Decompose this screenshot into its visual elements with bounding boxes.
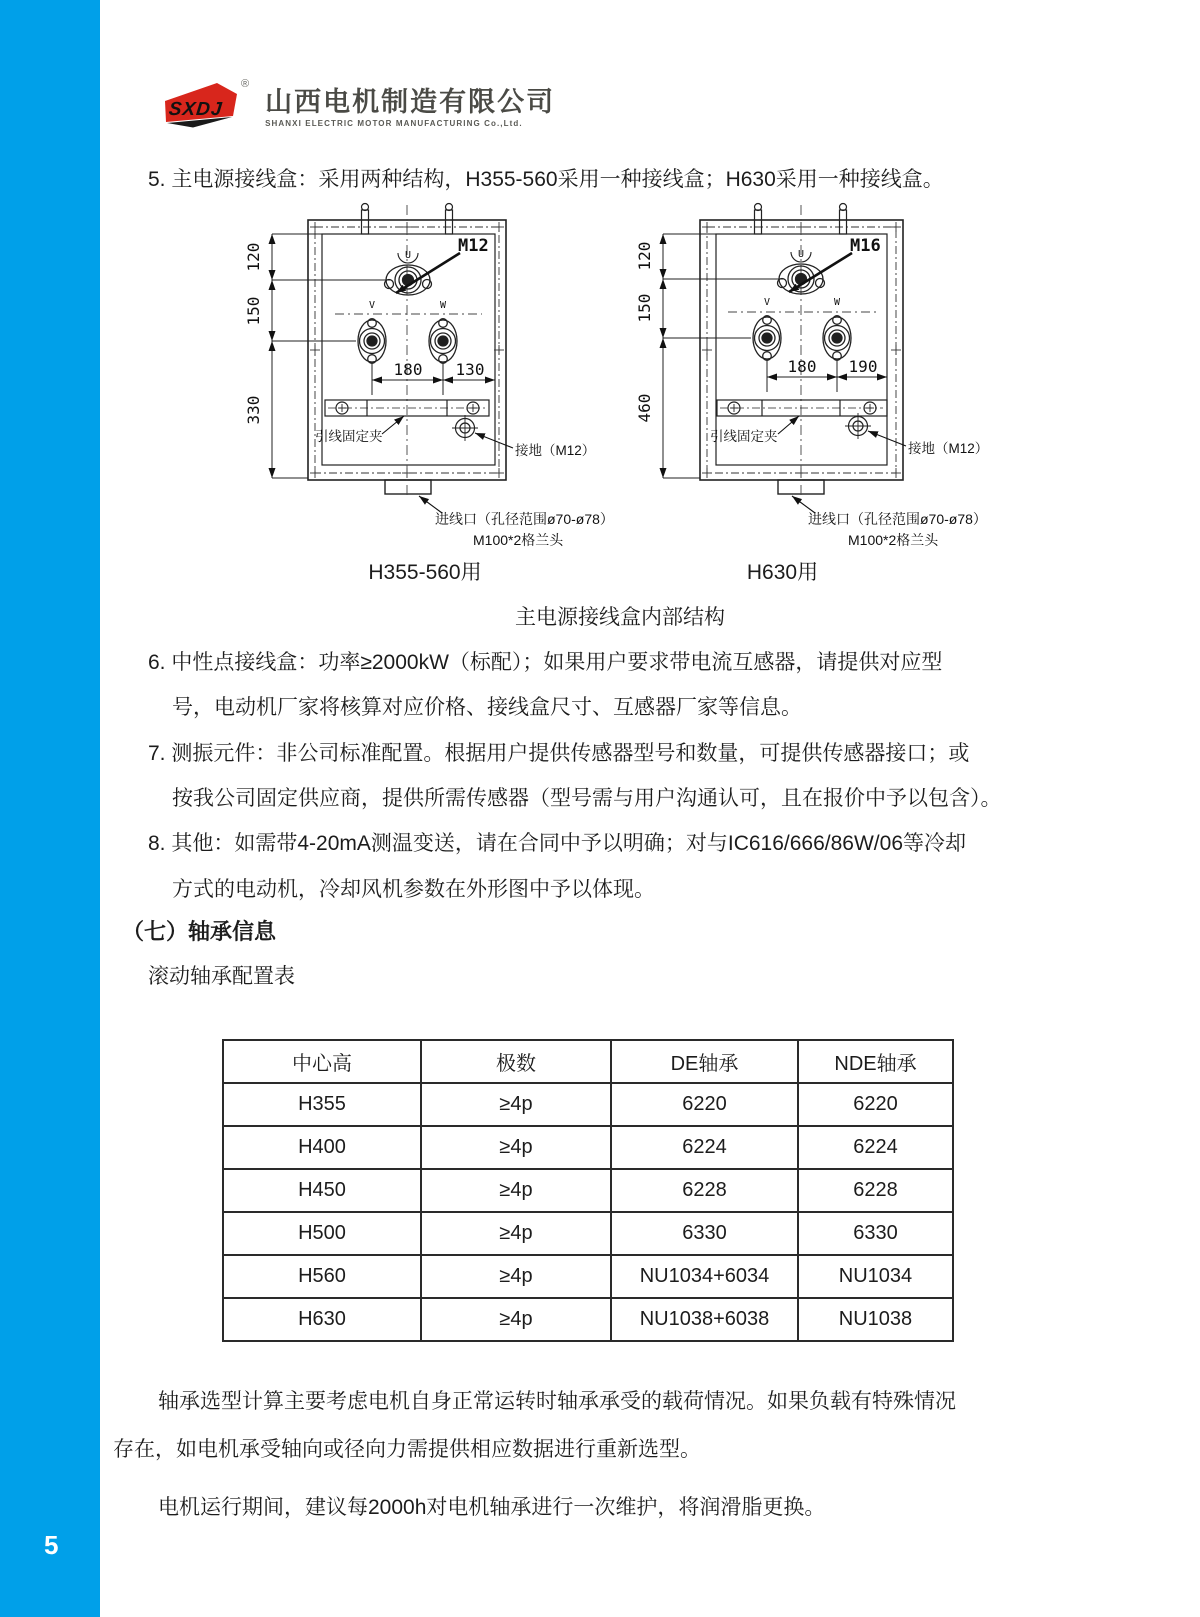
table-row [223,1298,953,1341]
item-6-line-2: 号，电动机厂家将核算对应价格、接线盒尺寸、互感器厂家等信息。 [172,696,802,719]
left-diagram-caption: H355-560用 [368,561,482,584]
cell: ≥4p [421,1169,611,1212]
table-row [223,1083,953,1126]
table-header-row [223,1040,953,1083]
cable-entry-label: 进线口（孔径范围ø70-ø78） [808,511,987,527]
clamp-bar [717,400,887,416]
section-heading: （七）轴承信息 [122,919,277,944]
terminal-w-label: W [833,297,841,308]
col-header-de-bearing: DE轴承 [611,1040,798,1083]
ground-label: 接地（M12） [515,443,596,458]
cell: 6220 [611,1083,798,1126]
page-number: 5 [44,1530,59,1560]
right-diagram-caption: H630用 [746,561,819,584]
junction-box-diagram-h630 [610,195,1010,555]
dim-460: 460 [635,393,654,423]
cell: NU1038 [798,1298,953,1341]
gland-label: M100*2格兰头 [848,532,939,548]
cell: 6330 [798,1212,953,1255]
col-header-center-height: 中心高 [223,1040,421,1083]
table-row [223,1126,953,1169]
cell: NU1038+6038 [611,1298,798,1341]
table-row [223,1255,953,1298]
cell: 6224 [798,1126,953,1169]
left-accent-bar [0,0,100,1617]
thread-size-label: M12 [458,236,489,256]
terminal-w [429,319,457,364]
table-row [223,1169,953,1212]
col-header-poles: 极数 [421,1040,611,1083]
junction-box-diagram-h355-560 [230,195,620,555]
terminal-v [358,319,386,364]
ground-bolt [452,415,478,441]
clamp-label: 引线固定夹 [710,429,778,444]
terminal-v-label: V [763,297,771,308]
cell: H400 [223,1126,421,1169]
dim-330: 330 [244,395,263,425]
cable-entry-label: 进线口（孔径范围ø70-ø78） [435,511,614,527]
cell: ≥4p [421,1083,611,1126]
note-2: 电机运行期间，建议每2000h对电机轴承进行一次维护，将润滑脂更换。 [158,1496,826,1519]
cell: 6228 [798,1169,953,1212]
cell: ≥4p [421,1212,611,1255]
terminal-v [753,316,781,361]
dim-130: 130 [455,360,485,379]
dim-150: 150 [244,296,263,326]
terminal-u-label: U [404,250,412,261]
terminal-v-label: V [368,300,376,311]
cell: 6224 [611,1126,798,1169]
item-6-line-1: 6. 中性点接线盒：功率≥2000kW（标配）；如果用户要求带电流互感器，请提供对应型 [148,651,943,674]
note-1-line-1: 轴承选型计算主要考虑电机自身正常运转时轴承承受的载荷情况。如果负载有特殊情况 [158,1390,956,1413]
cell: H630 [223,1298,421,1341]
item-8-line-1: 8. 其他：如需带4-20mA测温变送，请在合同中予以明确；对与IC616/666/86W/06等冷却 [148,832,966,855]
company-logo [163,80,555,128]
dim-120: 120 [244,242,263,272]
top-studs [755,204,847,235]
dim-180: 180 [393,360,423,379]
cell: H450 [223,1169,421,1212]
item-7-line-2: 按我公司固定供应商，提供所需传感器（型号需与用户沟通认可，且在报价中予以包含）。 [172,787,1002,810]
dim-150: 150 [635,293,654,323]
cell: ≥4p [421,1126,611,1169]
logo-brand-text: SXDJ [167,99,224,120]
gland-label: M100*2格兰头 [473,532,564,548]
clamp-label: 引线固定夹 [315,429,383,444]
company-name-cn: 山西电机制造有限公司 [265,87,556,117]
cell: ≥4p [421,1255,611,1298]
thread-size-label: M16 [850,236,881,256]
cell: 6228 [611,1169,798,1212]
cell: NU1034 [798,1255,953,1298]
cell: NU1034+6034 [611,1255,798,1298]
note-1-line-2: 存在，如电机承受轴向或径向力需提供相应数据进行重新选型。 [113,1438,701,1461]
sxdj-logo-icon [163,80,239,128]
cell: ≥4p [421,1298,611,1341]
company-name-en: SHANXI ELECTRIC MOTOR MANUFACTURING Co.,Ltd. [265,119,523,129]
cell: H560 [223,1255,421,1298]
table-row [223,1212,953,1255]
item-8-line-2: 方式的电动机，冷却风机参数在外形图中予以体现。 [172,878,655,901]
terminal-u-label: U [797,249,805,260]
terminal-w-label: W [439,300,447,311]
item-7-line-1: 7. 测振元件：非公司标准配置。根据用户提供传感器型号和数量，可提供传感器接口；或 [148,742,970,765]
ground-label: 接地（M12） [908,441,989,456]
item-5-text: 5. 主电源接线盒：采用两种结构，H355-560采用一种接线盒；H630采用一种接线盒。 [148,168,944,191]
terminal-w [823,316,851,361]
company-names [265,80,555,128]
dim-120: 120 [635,241,654,271]
bearing-table [222,1039,954,1342]
cell: 6330 [611,1212,798,1255]
cell: H355 [223,1083,421,1126]
cell: 6220 [798,1083,953,1126]
figure-caption: 主电源接线盒内部结构 [515,606,725,629]
cell: H500 [223,1212,421,1255]
dim-180: 180 [787,357,817,376]
registered-mark: ® [241,78,250,90]
col-header-nde-bearing: NDE轴承 [798,1040,953,1083]
ground-bolt [845,413,871,439]
table-title: 滚动轴承配置表 [148,965,295,988]
dim-190: 190 [848,357,878,376]
